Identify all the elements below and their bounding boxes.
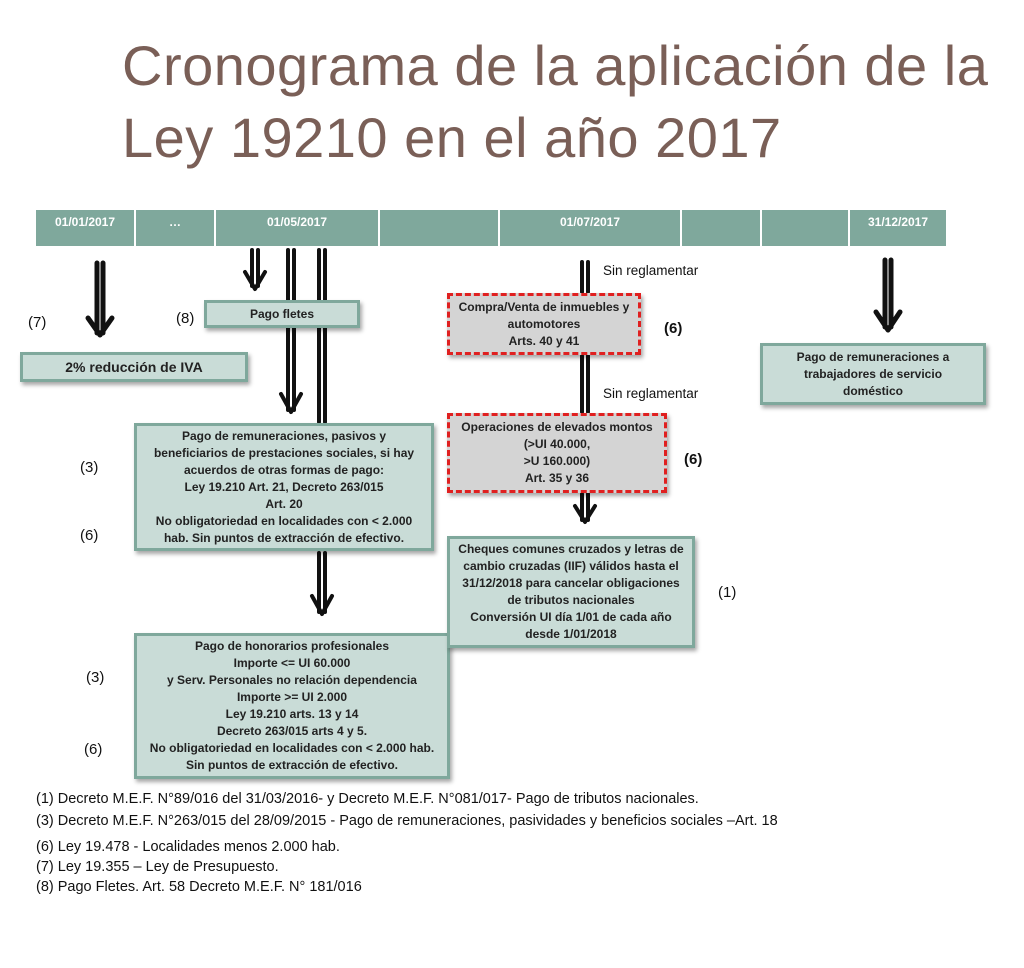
timeline-cell-ellipsis: … <box>136 210 216 246</box>
ref-6-operaciones: (6) <box>684 451 703 468</box>
ref-6-compraventa: (6) <box>664 320 683 337</box>
ref-6-honorarios: (6) <box>84 741 103 758</box>
timeline-cell-jul: 01/07/2017 <box>500 210 682 246</box>
footnote-7: (7) Ley 19.355 – Ley de Presupuesto. <box>36 859 279 875</box>
box-pago-fletes: Pago fletes <box>204 300 360 328</box>
sin-reglamentar-2: Sin reglamentar <box>603 386 699 401</box>
box-cheques: Cheques comunes cruzados y letras de cambio cruzadas (IIF) válidos hasta el 31/12/2018 para cancelar obligaciones de tributos nacionales Conversión UI día 1/01 de cada año desde 1/01/2018 <box>447 536 695 648</box>
box-servicio-domestico: Pago de remuneraciones a trabajadores de servicio doméstico <box>760 343 986 405</box>
timeline-cell-jan: 01/01/2017 <box>36 210 136 246</box>
title-line-1: Cronograma de la aplicación de la <box>122 34 989 97</box>
box-iva-reduction: 2% reducción de IVA <box>20 352 248 382</box>
box-operaciones-montos: Operaciones de elevados montos (>UI 40.000, >U 160.000) Art. 35 y 36 <box>447 413 667 493</box>
footnote-6: (6) Ley 19.478 - Localidades menos 2.000 hab. <box>36 839 340 855</box>
arrow-remuneraciones <box>281 250 301 412</box>
box-pago-remuneraciones: Pago de remuneraciones, pasivos y beneficiarios de prestaciones sociales, si hay acuerdos de otras formas de pago: Ley 19.210 Art. 21, Decreto 263/015 Art. 20 No obligatoriedad en localidades con < 2.000 hab. Sin puntos de extracción de efectivo. <box>134 423 434 551</box>
timeline-cell-may: 01/05/2017 <box>216 210 380 246</box>
arrow-fletes <box>245 250 265 289</box>
ref-3-remuneraciones: (3) <box>80 459 99 476</box>
arrow-iva <box>88 263 112 335</box>
sin-reglamentar-1: Sin reglamentar <box>603 263 699 278</box>
ref-6-remuneraciones: (6) <box>80 527 99 544</box>
timeline-cell-dec: 31/12/2017 <box>850 210 946 246</box>
arrow-domestico <box>876 260 900 330</box>
box-pago-honorarios: Pago de honorarios profesionales Importe <= UI 60.000 y Serv. Personales no relación dependencia Importe >= UI 2.000 Ley 19.210 arts. 13 y 14 Decreto 263/015 arts 4 y 5. No obligatoriedad en localidades con < 2.000 hab. Sin puntos de extracción de efectivo. <box>134 633 450 779</box>
ref-3-honorarios: (3) <box>86 669 105 686</box>
footnote-1: (1) Decreto M.E.F. N°89/016 del 31/03/2016- y Decreto M.E.F. N°081/017- Pago de tributos nacionales. <box>36 791 699 807</box>
footnote-3: (3) Decreto M.E.F. N°263/015 del 28/09/2015 - Pago de remuneraciones, pasividades y beneficios sociales –Art. 18 <box>36 813 778 829</box>
ref-1-cheques: (1) <box>718 584 737 601</box>
box-compraventa: Compra/Venta de inmuebles y automotores Arts. 40 y 41 <box>447 293 641 355</box>
title-line-2: Ley 19210 en el año 2017 <box>122 106 782 169</box>
ref-8: (8) <box>176 310 195 327</box>
ref-7: (7) <box>28 314 47 331</box>
footnote-8: (8) Pago Fletes. Art. 58 Decreto M.E.F. N° 181/016 <box>36 879 362 895</box>
